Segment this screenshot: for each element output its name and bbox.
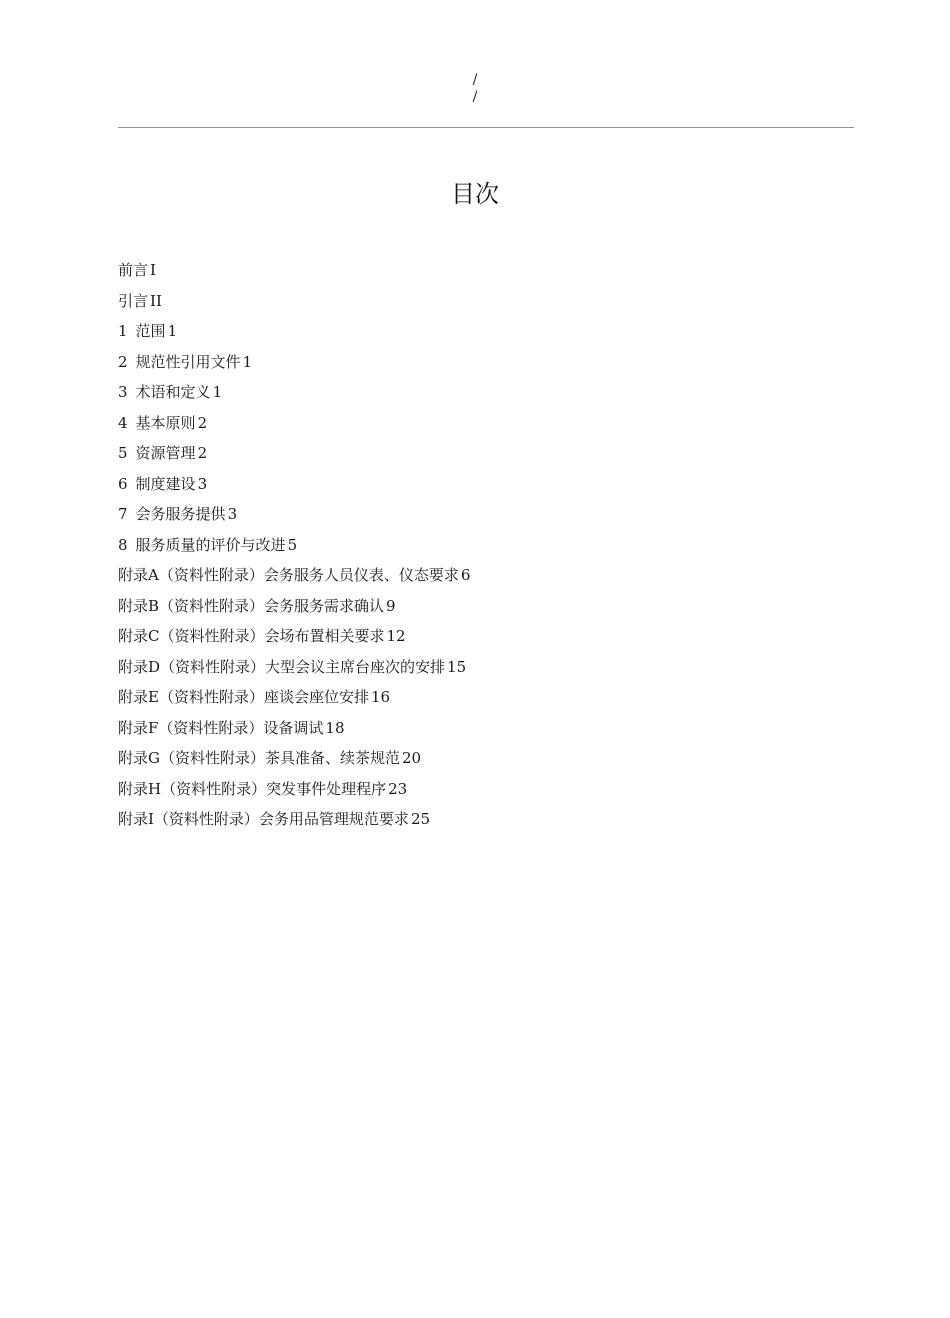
header-rule — [118, 127, 854, 128]
header-mark-1: / — [472, 72, 478, 88]
toc-item-appendix-f[interactable] — [118, 713, 470, 744]
toc-item-page: 2 — [197, 444, 208, 462]
toc-item-appendix-g[interactable] — [118, 743, 470, 774]
toc-item-5[interactable] — [118, 438, 470, 469]
toc-item-text: 附录D（资料性附录）大型会议主席台座次的安排 — [118, 657, 446, 676]
toc-item-page: 3 — [227, 505, 238, 523]
header-mark-2: / — [472, 89, 478, 105]
toc-item-text: 前言 — [118, 261, 149, 279]
toc-item-appendix-b[interactable] — [118, 591, 470, 622]
toc-item-text: 附录H（资料性附录）突发事件处理程序 — [118, 779, 387, 798]
toc-item-page: 1 — [212, 383, 223, 401]
toc-item-page: 23 — [388, 779, 408, 798]
toc-item-8[interactable] — [118, 530, 470, 561]
toc-item-page: 18 — [325, 718, 345, 737]
toc-item-page: 15 — [447, 657, 467, 676]
toc-item-text: 基本原则 — [135, 413, 196, 432]
toc-item-text: 附录B（资料性附录）会务服务需求确认 — [118, 596, 385, 615]
toc-item-page: 6 — [460, 566, 471, 584]
toc-item-page: 16 — [370, 688, 391, 706]
toc-item-number: 1 — [118, 322, 128, 340]
toc-item-page: 20 — [401, 749, 422, 767]
toc-item-text: 规范性引用文件 — [135, 352, 241, 371]
toc-item-number: 4 — [118, 413, 128, 432]
toc-item-6[interactable] — [118, 469, 470, 500]
toc-item-number: 6 — [118, 474, 128, 493]
toc-item-appendix-a[interactable] — [118, 560, 470, 591]
toc-item-number: 7 — [118, 505, 128, 523]
toc-item-4[interactable] — [118, 408, 470, 439]
toc-item-page: II — [150, 291, 162, 310]
toc-item-1[interactable] — [118, 316, 470, 347]
toc-item-number: 2 — [118, 352, 128, 371]
toc-item-text: 术语和定义 — [135, 383, 211, 401]
toc-item-7[interactable] — [118, 499, 470, 530]
toc-item-text: 附录F（资料性附录）设备调试 — [118, 718, 324, 737]
toc-item-appendix-i[interactable] — [118, 804, 470, 835]
toc-item-page: 3 — [197, 474, 208, 493]
toc-item-text: 附录I（资料性附录）会务用品管理规范要求 — [118, 810, 409, 828]
toc-item-text: 资源管理 — [135, 444, 196, 462]
toc-item-appendix-d[interactable] — [118, 652, 470, 683]
toc-item-text: 服务质量的评价与改进 — [135, 535, 286, 554]
page-title: 目次 — [451, 180, 499, 208]
toc-item-appendix-e[interactable] — [118, 682, 470, 713]
toc-item-3[interactable] — [118, 377, 470, 408]
toc-item-page: 25 — [410, 810, 431, 828]
toc-item-text: 附录C（资料性附录）会场布置相关要求 — [118, 627, 385, 645]
toc-item-number: 8 — [118, 535, 128, 554]
toc-item-page: 1 — [242, 352, 253, 371]
toc-item-text: 附录G（资料性附录）茶具准备、续茶规范 — [118, 749, 400, 767]
header-marks — [0, 72, 950, 106]
toc-item-text: 附录E（资料性附录）座谈会座位安排 — [118, 688, 369, 706]
toc-item-text: 附录A（资料性附录）会务服务人员仪表、仪态要求 — [118, 566, 459, 584]
toc-item-foreword[interactable] — [118, 255, 470, 286]
toc-item-number: 3 — [118, 383, 128, 401]
toc-item-text: 引言 — [118, 291, 149, 310]
toc-item-page: 5 — [287, 535, 298, 554]
toc-item-page: 1 — [167, 322, 178, 340]
toc-item-appendix-c[interactable] — [118, 621, 470, 652]
table-of-contents — [118, 255, 470, 835]
toc-item-page: 12 — [386, 627, 406, 645]
toc-item-page: I — [150, 261, 156, 279]
toc-item-number: 5 — [118, 444, 128, 462]
toc-item-page: 2 — [197, 413, 208, 432]
toc-item-introduction[interactable] — [118, 286, 470, 317]
toc-item-text: 范围 — [135, 322, 166, 340]
toc-item-text: 会务服务提供 — [135, 505, 226, 523]
toc-item-page: 9 — [386, 596, 396, 615]
toc-item-2[interactable] — [118, 347, 470, 378]
toc-item-text: 制度建设 — [135, 474, 196, 493]
toc-item-appendix-h[interactable] — [118, 774, 470, 805]
